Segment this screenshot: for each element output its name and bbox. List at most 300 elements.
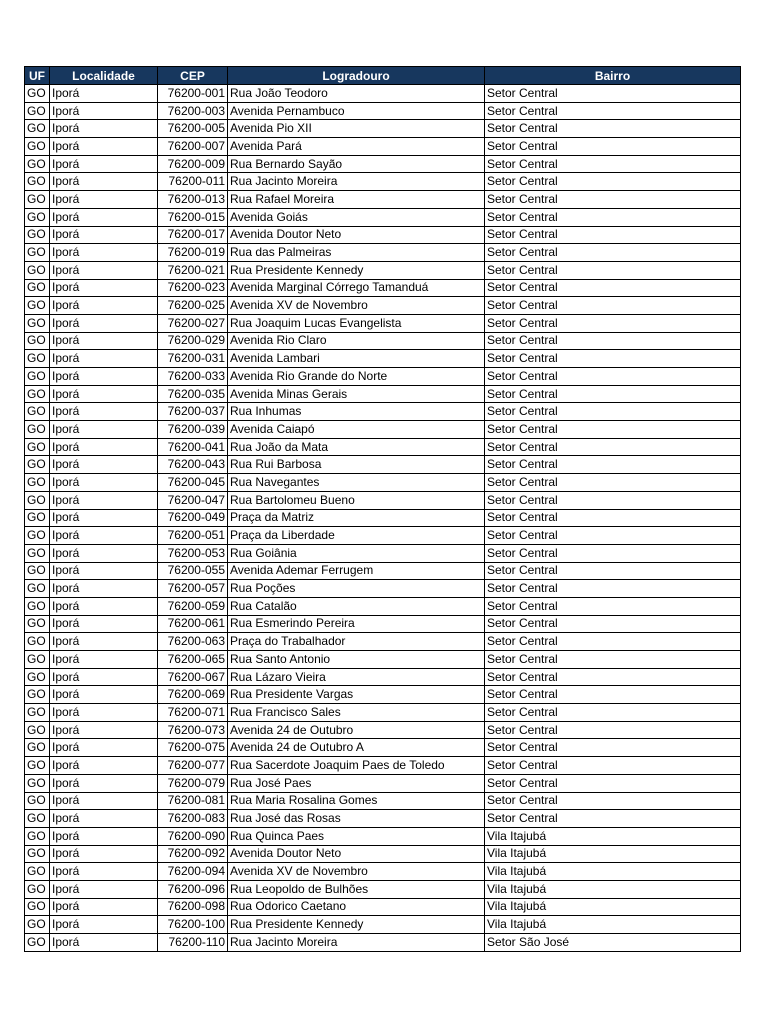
cell-uf: GO (25, 191, 50, 209)
cell-cep: 76200-083 (158, 810, 228, 828)
cell-localidade: Iporá (50, 261, 158, 279)
cell-localidade: Iporá (50, 403, 158, 421)
header-localidade: Localidade (50, 67, 158, 85)
cell-localidade: Iporá (50, 421, 158, 439)
cell-bairro: Setor Central (485, 651, 741, 669)
cell-localidade: Iporá (50, 102, 158, 120)
table-row (25, 226, 741, 244)
cell-bairro: Vila Itajubá (485, 863, 741, 881)
cell-uf: GO (25, 438, 50, 456)
table-row (25, 85, 741, 103)
cell-bairro: Setor Central (485, 792, 741, 810)
cell-uf: GO (25, 279, 50, 297)
cell-cep: 76200-047 (158, 491, 228, 509)
table-row (25, 155, 741, 173)
cell-cep: 76200-053 (158, 544, 228, 562)
cell-localidade: Iporá (50, 155, 158, 173)
cell-logradouro: Avenida Pio XII (228, 120, 485, 138)
cell-bairro: Setor Central (485, 314, 741, 332)
cell-cep: 76200-039 (158, 421, 228, 439)
table-row (25, 739, 741, 757)
cell-cep: 76200-049 (158, 509, 228, 527)
cell-localidade: Iporá (50, 120, 158, 138)
cell-localidade: Iporá (50, 208, 158, 226)
cell-uf: GO (25, 898, 50, 916)
cell-cep: 76200-019 (158, 244, 228, 262)
cell-bairro: Setor Central (485, 85, 741, 103)
cell-localidade: Iporá (50, 226, 158, 244)
table-row (25, 208, 741, 226)
table-row (25, 668, 741, 686)
table-row (25, 297, 741, 315)
cell-localidade: Iporá (50, 668, 158, 686)
cell-cep: 76200-035 (158, 385, 228, 403)
cell-logradouro: Rua Presidente Vargas (228, 686, 485, 704)
cell-cep: 76200-065 (158, 651, 228, 669)
cell-bairro: Setor Central (485, 102, 741, 120)
cell-localidade: Iporá (50, 191, 158, 209)
cell-logradouro: Rua Navegantes (228, 474, 485, 492)
cell-cep: 76200-017 (158, 226, 228, 244)
table-row (25, 845, 741, 863)
cell-localidade: Iporá (50, 527, 158, 545)
cell-uf: GO (25, 173, 50, 191)
cell-cep: 76200-059 (158, 597, 228, 615)
cell-logradouro: Rua João da Mata (228, 438, 485, 456)
cell-bairro: Setor Central (485, 208, 741, 226)
table-row (25, 810, 741, 828)
table-row (25, 279, 741, 297)
table-row (25, 385, 741, 403)
cell-localidade: Iporá (50, 244, 158, 262)
cell-cep: 76200-069 (158, 686, 228, 704)
cell-logradouro: Avenida Doutor Neto (228, 845, 485, 863)
cell-cep: 76200-090 (158, 827, 228, 845)
cell-bairro: Vila Itajubá (485, 827, 741, 845)
table-row (25, 421, 741, 439)
cell-logradouro: Rua Rafael Moreira (228, 191, 485, 209)
cell-uf: GO (25, 597, 50, 615)
cell-logradouro: Rua Poções (228, 580, 485, 598)
cell-cep: 76200-027 (158, 314, 228, 332)
cell-cep: 76200-041 (158, 438, 228, 456)
cell-bairro: Setor Central (485, 350, 741, 368)
cell-bairro: Setor Central (485, 456, 741, 474)
table-row (25, 827, 741, 845)
cell-uf: GO (25, 721, 50, 739)
cell-logradouro: Avenida Minas Gerais (228, 385, 485, 403)
cell-logradouro: Avenida Pernambuco (228, 102, 485, 120)
cell-localidade: Iporá (50, 138, 158, 156)
cell-logradouro: Rua Jacinto Moreira (228, 173, 485, 191)
cell-logradouro: Rua Bernardo Sayão (228, 155, 485, 173)
cell-localidade: Iporá (50, 774, 158, 792)
cell-uf: GO (25, 704, 50, 722)
cell-cep: 76200-081 (158, 792, 228, 810)
cell-cep: 76200-067 (158, 668, 228, 686)
cell-uf: GO (25, 774, 50, 792)
cell-localidade: Iporá (50, 845, 158, 863)
cell-cep: 76200-025 (158, 297, 228, 315)
cell-logradouro: Rua Rui Barbosa (228, 456, 485, 474)
table-row (25, 898, 741, 916)
cell-logradouro: Rua Odorico Caetano (228, 898, 485, 916)
cell-cep: 76200-005 (158, 120, 228, 138)
table-row (25, 562, 741, 580)
table-row (25, 633, 741, 651)
table-row (25, 615, 741, 633)
cell-uf: GO (25, 421, 50, 439)
cell-localidade: Iporá (50, 880, 158, 898)
cell-cep: 76200-057 (158, 580, 228, 598)
table-row (25, 138, 741, 156)
cell-cep: 76200-071 (158, 704, 228, 722)
cell-localidade: Iporá (50, 385, 158, 403)
cell-cep: 76200-100 (158, 916, 228, 934)
cell-uf: GO (25, 934, 50, 952)
cell-bairro: Setor Central (485, 527, 741, 545)
cell-localidade: Iporá (50, 474, 158, 492)
cell-localidade: Iporá (50, 350, 158, 368)
cell-logradouro: Rua Goiânia (228, 544, 485, 562)
table-row (25, 191, 741, 209)
cell-localidade: Iporá (50, 509, 158, 527)
cell-localidade: Iporá (50, 757, 158, 775)
cell-cep: 76200-033 (158, 368, 228, 386)
cell-uf: GO (25, 544, 50, 562)
table-header (25, 67, 741, 85)
cell-uf: GO (25, 668, 50, 686)
cell-cep: 76200-037 (158, 403, 228, 421)
header-cep: CEP (158, 67, 228, 85)
cell-localidade: Iporá (50, 368, 158, 386)
cell-bairro: Setor Central (485, 173, 741, 191)
cell-uf: GO (25, 368, 50, 386)
cell-bairro: Setor Central (485, 633, 741, 651)
table-row (25, 757, 741, 775)
cell-bairro: Setor Central (485, 438, 741, 456)
cell-bairro: Setor Central (485, 739, 741, 757)
cell-logradouro: Rua Sacerdote Joaquim Paes de Toledo (228, 757, 485, 775)
cell-logradouro: Avenida Ademar Ferrugem (228, 562, 485, 580)
cell-bairro: Setor Central (485, 491, 741, 509)
cell-localidade: Iporá (50, 792, 158, 810)
cell-bairro: Setor Central (485, 509, 741, 527)
cell-logradouro: Praça do Trabalhador (228, 633, 485, 651)
cell-uf: GO (25, 739, 50, 757)
cell-cep: 76200-031 (158, 350, 228, 368)
cell-logradouro: Avenida Goiás (228, 208, 485, 226)
cell-uf: GO (25, 120, 50, 138)
cell-localidade: Iporá (50, 863, 158, 881)
cell-cep: 76200-051 (158, 527, 228, 545)
cell-bairro: Setor Central (485, 332, 741, 350)
cell-logradouro: Rua Catalão (228, 597, 485, 615)
cell-uf: GO (25, 261, 50, 279)
cell-cep: 76200-045 (158, 474, 228, 492)
cell-bairro: Setor Central (485, 244, 741, 262)
cell-bairro: Vila Itajubá (485, 845, 741, 863)
cell-uf: GO (25, 863, 50, 881)
table-row (25, 173, 741, 191)
cell-localidade: Iporá (50, 704, 158, 722)
cell-uf: GO (25, 810, 50, 828)
cell-bairro: Setor Central (485, 597, 741, 615)
cell-cep: 76200-063 (158, 633, 228, 651)
cell-cep: 76200-098 (158, 898, 228, 916)
cell-uf: GO (25, 491, 50, 509)
cell-bairro: Setor Central (485, 562, 741, 580)
cell-logradouro: Avenida Marginal Córrego Tamanduá (228, 279, 485, 297)
cell-bairro: Setor Central (485, 191, 741, 209)
table-row (25, 580, 741, 598)
cell-cep: 76200-007 (158, 138, 228, 156)
table-row (25, 120, 741, 138)
cell-bairro: Setor Central (485, 721, 741, 739)
cep-table (24, 66, 741, 952)
table-row (25, 916, 741, 934)
cell-uf: GO (25, 880, 50, 898)
cell-logradouro: Praça da Liberdade (228, 527, 485, 545)
cell-uf: GO (25, 845, 50, 863)
cell-logradouro: Rua Presidente Kennedy (228, 916, 485, 934)
table-row (25, 651, 741, 669)
cell-uf: GO (25, 633, 50, 651)
table-row (25, 880, 741, 898)
table-row (25, 792, 741, 810)
cell-logradouro: Avenida XV de Novembro (228, 297, 485, 315)
cell-logradouro: Avenida 24 de Outubro (228, 721, 485, 739)
table-body (25, 85, 741, 952)
table-row (25, 509, 741, 527)
table-row (25, 686, 741, 704)
cell-logradouro: Avenida Rio Claro (228, 332, 485, 350)
cell-logradouro: Rua das Palmeiras (228, 244, 485, 262)
cell-cep: 76200-015 (158, 208, 228, 226)
cell-localidade: Iporá (50, 85, 158, 103)
cell-bairro: Setor Central (485, 774, 741, 792)
header-bairro: Bairro (485, 67, 741, 85)
cell-logradouro: Avenida Doutor Neto (228, 226, 485, 244)
table-row (25, 261, 741, 279)
cell-localidade: Iporá (50, 332, 158, 350)
table-row (25, 704, 741, 722)
cell-bairro: Setor Central (485, 544, 741, 562)
cell-logradouro: Rua José das Rosas (228, 810, 485, 828)
cell-bairro: Setor Central (485, 810, 741, 828)
cell-bairro: Vila Itajubá (485, 880, 741, 898)
cell-cep: 76200-009 (158, 155, 228, 173)
cell-localidade: Iporá (50, 934, 158, 952)
table-row (25, 102, 741, 120)
cell-bairro: Setor Central (485, 403, 741, 421)
cell-logradouro: Rua Quinca Paes (228, 827, 485, 845)
cell-uf: GO (25, 527, 50, 545)
cell-logradouro: Rua Maria Rosalina Gomes (228, 792, 485, 810)
cell-bairro: Setor Central (485, 686, 741, 704)
table-row (25, 350, 741, 368)
table-row (25, 456, 741, 474)
cell-localidade: Iporá (50, 562, 158, 580)
cell-cep: 76200-029 (158, 332, 228, 350)
cell-uf: GO (25, 651, 50, 669)
cell-logradouro: Avenida Pará (228, 138, 485, 156)
cell-bairro: Setor Central (485, 580, 741, 598)
cell-uf: GO (25, 580, 50, 598)
cell-bairro: Vila Itajubá (485, 898, 741, 916)
table-row (25, 527, 741, 545)
cell-uf: GO (25, 792, 50, 810)
cell-uf: GO (25, 456, 50, 474)
cell-bairro: Setor Central (485, 421, 741, 439)
cell-logradouro: Rua Leopoldo de Bulhões (228, 880, 485, 898)
cell-localidade: Iporá (50, 633, 158, 651)
cell-bairro: Setor Central (485, 757, 741, 775)
cell-logradouro: Avenida Rio Grande do Norte (228, 368, 485, 386)
table-row (25, 774, 741, 792)
cell-uf: GO (25, 138, 50, 156)
cell-cep: 76200-013 (158, 191, 228, 209)
cell-uf: GO (25, 916, 50, 934)
cell-uf: GO (25, 615, 50, 633)
cell-cep: 76200-092 (158, 845, 228, 863)
cell-bairro: Setor Central (485, 615, 741, 633)
cell-uf: GO (25, 208, 50, 226)
cell-localidade: Iporá (50, 651, 158, 669)
cell-localidade: Iporá (50, 438, 158, 456)
cell-logradouro: Rua Jacinto Moreira (228, 934, 485, 952)
cell-logradouro: Avenida XV de Novembro (228, 863, 485, 881)
cell-cep: 76200-023 (158, 279, 228, 297)
cell-uf: GO (25, 562, 50, 580)
cell-localidade: Iporá (50, 314, 158, 332)
cell-uf: GO (25, 102, 50, 120)
cell-logradouro: Rua Presidente Kennedy (228, 261, 485, 279)
table-row (25, 438, 741, 456)
cell-bairro: Setor Central (485, 279, 741, 297)
cell-uf: GO (25, 827, 50, 845)
cell-cep: 76200-043 (158, 456, 228, 474)
cell-logradouro: Rua Inhumas (228, 403, 485, 421)
cell-logradouro: Avenida Caiapó (228, 421, 485, 439)
cell-logradouro: Rua José Paes (228, 774, 485, 792)
table-row (25, 368, 741, 386)
cell-uf: GO (25, 297, 50, 315)
cell-logradouro: Rua Francisco Sales (228, 704, 485, 722)
cell-bairro: Vila Itajubá (485, 916, 741, 934)
cell-cep: 76200-061 (158, 615, 228, 633)
cell-localidade: Iporá (50, 491, 158, 509)
cell-bairro: Setor Central (485, 474, 741, 492)
cell-uf: GO (25, 350, 50, 368)
cell-uf: GO (25, 403, 50, 421)
cell-logradouro: Rua Bartolomeu Bueno (228, 491, 485, 509)
cell-cep: 76200-003 (158, 102, 228, 120)
cell-localidade: Iporá (50, 898, 158, 916)
table-row (25, 332, 741, 350)
cell-uf: GO (25, 314, 50, 332)
cell-cep: 76200-001 (158, 85, 228, 103)
cell-bairro: Setor Central (485, 704, 741, 722)
cell-uf: GO (25, 686, 50, 704)
cell-logradouro: Rua Esmerindo Pereira (228, 615, 485, 633)
cell-localidade: Iporá (50, 279, 158, 297)
cell-cep: 76200-021 (158, 261, 228, 279)
table-row (25, 491, 741, 509)
cell-uf: GO (25, 244, 50, 262)
cell-uf: GO (25, 155, 50, 173)
cell-localidade: Iporá (50, 597, 158, 615)
cell-localidade: Iporá (50, 721, 158, 739)
cell-bairro: Setor Central (485, 155, 741, 173)
header-logradouro: Logradouro (228, 67, 485, 85)
cell-bairro: Setor São José (485, 934, 741, 952)
cell-localidade: Iporá (50, 739, 158, 757)
cell-cep: 76200-011 (158, 173, 228, 191)
table-row (25, 544, 741, 562)
cell-cep: 76200-073 (158, 721, 228, 739)
table-row (25, 244, 741, 262)
table-row (25, 474, 741, 492)
cell-bairro: Setor Central (485, 385, 741, 403)
cell-bairro: Setor Central (485, 668, 741, 686)
cell-bairro: Setor Central (485, 226, 741, 244)
cell-uf: GO (25, 226, 50, 244)
cell-localidade: Iporá (50, 544, 158, 562)
cell-bairro: Setor Central (485, 120, 741, 138)
table-row (25, 721, 741, 739)
cell-localidade: Iporá (50, 916, 158, 934)
table-row (25, 934, 741, 952)
cell-localidade: Iporá (50, 173, 158, 191)
table-row (25, 403, 741, 421)
cell-cep: 76200-096 (158, 880, 228, 898)
cell-uf: GO (25, 474, 50, 492)
cell-logradouro: Rua Joaquim Lucas Evangelista (228, 314, 485, 332)
cell-cep: 76200-075 (158, 739, 228, 757)
cell-bairro: Setor Central (485, 138, 741, 156)
cell-logradouro: Avenida Lambari (228, 350, 485, 368)
cell-cep: 76200-055 (158, 562, 228, 580)
cell-logradouro: Rua Lázaro Vieira (228, 668, 485, 686)
cell-logradouro: Rua João Teodoro (228, 85, 485, 103)
cell-uf: GO (25, 757, 50, 775)
header-row (25, 67, 741, 85)
cell-cep: 76200-077 (158, 757, 228, 775)
cell-cep: 76200-079 (158, 774, 228, 792)
table-row (25, 863, 741, 881)
cell-logradouro: Avenida 24 de Outubro A (228, 739, 485, 757)
cell-localidade: Iporá (50, 827, 158, 845)
cell-logradouro: Praça da Matriz (228, 509, 485, 527)
cell-bairro: Setor Central (485, 261, 741, 279)
table-row (25, 597, 741, 615)
cell-localidade: Iporá (50, 686, 158, 704)
cell-localidade: Iporá (50, 580, 158, 598)
cell-cep: 76200-094 (158, 863, 228, 881)
header-uf: UF (25, 67, 50, 85)
cell-bairro: Setor Central (485, 368, 741, 386)
cell-uf: GO (25, 332, 50, 350)
cell-uf: GO (25, 509, 50, 527)
cell-uf: GO (25, 385, 50, 403)
table-row (25, 314, 741, 332)
cell-logradouro: Rua Santo Antonio (228, 651, 485, 669)
cell-localidade: Iporá (50, 615, 158, 633)
cell-cep: 76200-110 (158, 934, 228, 952)
cell-uf: GO (25, 85, 50, 103)
cell-localidade: Iporá (50, 810, 158, 828)
